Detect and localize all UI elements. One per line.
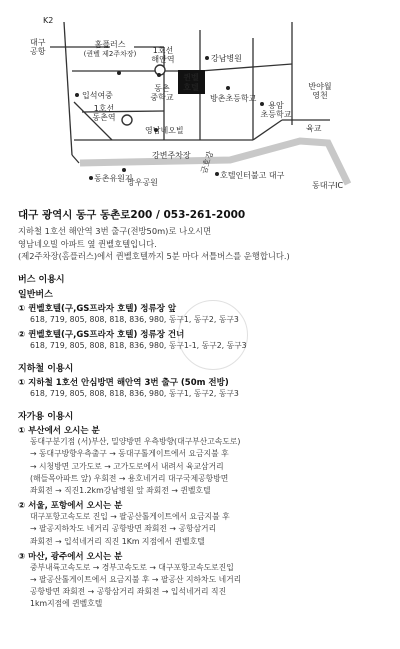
location-map (0, 0, 400, 200)
map-label-banyawol: 반야월 영천 (308, 82, 332, 100)
map-label-gangnam-hospital: 강남병원 (211, 54, 242, 63)
car-route-line: 1km지점에 퀸벨호텔 (30, 599, 103, 609)
map-label-yeongnam-ohil: 영남네오빌 (145, 126, 184, 135)
station-dongchon-icon (122, 115, 132, 125)
car-section-title: 자가용 이용시 (18, 412, 74, 423)
car-item-title: ② 서울, 포항에서 오시는 분 (18, 501, 123, 512)
map-label-dongchon-resort: 동촌유원지 (94, 174, 133, 183)
map-label-dongchon-middle: 동촌 중학교 (150, 84, 174, 102)
map-label-mangu-park: 망우공원 (127, 178, 158, 187)
car-route-line: 좌회전 → 직진1.2km강남병원 앞 좌회전 → 퀸벨호텔 (30, 485, 211, 495)
map-label-k2: K2 (43, 16, 54, 25)
map-label-dongdaegu-ic: 동대구IC (312, 181, 344, 190)
car-item-body (30, 511, 390, 548)
map-label-yukgyo: 육교 (306, 124, 322, 133)
bus-item-title: ① 퀸벨호텔(구,GS프라자 호텔) 정류장 앞 (18, 303, 177, 314)
bus-item-body: 618, 719, 805, 808, 818, 836, 980, 동구1, 동구2, 동구3 (30, 314, 239, 324)
car-item-title: ① 부산에서 오시는 분 (18, 426, 100, 437)
map-label-ipseok-girls: 입석여중 (82, 91, 113, 100)
map-label-queenbell: 퀸벨 호텔 (183, 73, 199, 92)
bus-subtitle: 일반버스 (18, 289, 53, 300)
map-label-homeplus: 홈플러스 (퀸벨 제2주차장) (83, 40, 137, 58)
car-route-line: 대구포항고속도로 진입 → 팔공산톨게이트에서 요금지불 후 (30, 512, 230, 522)
car-route-line: → 동대구방향우측출구 → 동대구톨게이트에서 요금지불 후 (30, 449, 229, 459)
desc-line: (제2주차장(홈플러스)에서 퀸벨호텔까지 5분 마다 셔틀버스를 운행합니다.) (18, 251, 290, 261)
map-label-bangchon-elem: 방촌초등학교 (210, 94, 257, 103)
car-route-line: → 시청방면 고가도로 → 고가도로에서 내려서 육교삼거리 (30, 461, 224, 471)
bus-item-title: ② 퀸벨호텔(구,GS프라자 호텔) 정류장 건너 (18, 329, 185, 340)
car-route-line: 동대구분기점 (서)부산, 밀양방면 우측방향(대구부산고속도로) (30, 437, 241, 447)
subway-section-title: 지하철 이용시 (18, 363, 74, 374)
map-label-line1-dongchon: 1호선 동촌역 (92, 104, 116, 122)
car-item-body (30, 436, 390, 497)
bus-item-body: 618, 719, 805, 808, 818, 836, 980, 동구1-1, 동구2, 동구3 (30, 340, 247, 350)
subway-item-body: 618, 719, 805, 808, 818, 836, 980, 동구1, 동구2, 동구3 (30, 388, 239, 398)
directions-panel (18, 207, 390, 613)
car-item-body (30, 562, 390, 611)
map-label-yongam-elem: 용암 초등학교 (260, 101, 292, 119)
map-label-inter-burgo: 호텔인터불고 대구 (220, 171, 285, 180)
address-line: 대구 광역시 동구 동촌로200 / 053-261-2000 (18, 209, 246, 221)
car-item-title: ③ 마산, 광주에서 오시는 분 (18, 551, 123, 562)
map-label-line1-haean: 1호선 해안역 (151, 46, 175, 64)
car-route-line: 공항방면 좌회전 → 공항삼거리 좌회전 → 입석네거리 직진 (30, 587, 227, 597)
map-label-daegu-airport: 대구 공항 (30, 38, 46, 56)
map-label-gangbyeon-parking: 강변주차장 (152, 151, 191, 160)
map-label-river: 금호강 (199, 150, 216, 175)
bus-section-title: 버스 이용시 (18, 274, 65, 285)
desc-line: 지하철 1호선 해안역 3번 출구(전방50m)로 나오시면 (18, 226, 212, 236)
car-route-line: → 팔공산톨게이트에서 요금지불 후 → 팔공산 지하차도 네거리 (30, 574, 242, 584)
car-route-line: 중부내륙고속도로 → 경부고속도로 → 대구포항고속도로진입 (30, 562, 234, 572)
desc-line: 영남네오빌 아파트 옆 퀸벨호텔입니다. (18, 238, 157, 249)
subway-item-title: ① 지하철 1호선 안심방면 해안역 3번 출구 (50m 전방) (18, 377, 229, 388)
car-route-line: → 팔공지하차도 네거리 공항방면 좌회전 → 공항삼거리 (30, 524, 217, 534)
car-route-line: (해들목아파트 앞) 우회전 → 용호네거리 대구국제공항방면 (30, 473, 229, 483)
car-route-line: 좌회전 → 입석네거리 직진 1Km 지점에서 퀸벨호텔 (30, 536, 205, 546)
